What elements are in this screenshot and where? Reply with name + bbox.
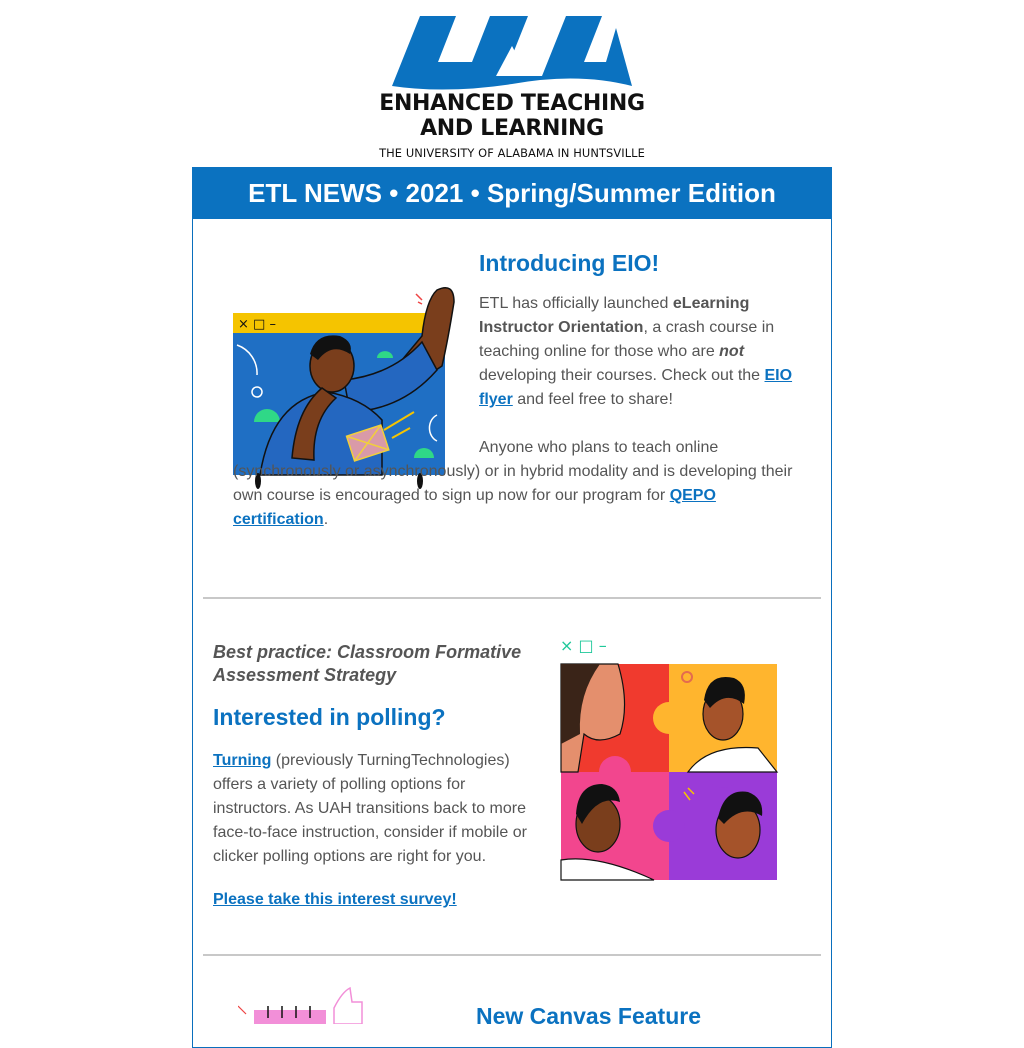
eio-paragraph-2	[233, 436, 803, 532]
eio-p1-text-a: ETL has officially launched	[479, 295, 673, 312]
eio-p1-bold: eLearning Instructor Orientation	[479, 295, 750, 336]
eio-p1-text-c: developing their courses. Check out the	[479, 367, 765, 384]
turning-link[interactable]: Turning	[213, 752, 272, 769]
etl-logo	[0, 0, 1024, 165]
svg-text:× □ –: × □ –	[238, 317, 276, 332]
eio-p1-emphasis: not	[719, 343, 745, 360]
canvas-feature-illustration-icon	[238, 986, 368, 1024]
logo-line-2: AND LEARNING	[420, 116, 604, 141]
eio-p1-text-b: , a crash course in teaching online for those who are	[479, 319, 775, 360]
uah-logo-icon	[392, 14, 632, 90]
eio-paragraph-1	[479, 292, 799, 412]
polling-title: Interested in polling?	[213, 704, 446, 730]
qepo-certification-link[interactable]: QEPO certification	[233, 487, 716, 528]
section-divider-2	[203, 954, 821, 956]
newsletter-banner: ETL NEWS • 2021 • Spring/Summer Edition	[192, 167, 832, 219]
eio-flyer-link[interactable]: EIO flyer	[479, 367, 793, 408]
eio-title: Introducing EIO!	[479, 250, 660, 276]
eio-p1-text-d: and feel free to share!	[512, 391, 673, 408]
logo-line-1: ENHANCED TEACHING	[379, 91, 645, 116]
puzzle-faces-illustration-icon	[558, 634, 780, 884]
polling-paragraph	[213, 749, 543, 869]
canvas-feature-title: New Canvas Feature	[476, 1003, 701, 1029]
eio-p2-text-b: .	[323, 511, 329, 528]
eio-p2-text-a: Anyone who plans to teach online (synchronously or asynchronously) or in hybrid modality and is developing their own course is encouraged to sign up now for our program for	[233, 439, 793, 504]
interest-survey-link[interactable]: Please take this interest survey!	[213, 891, 457, 908]
logo-line-3: THE UNIVERSITY OF ALABAMA IN HUNTSVILLE	[379, 146, 645, 160]
polling-paragraph-text: (previously TurningTechnologies) offers a variety of polling options for instructors. As UAH transitions back to more face-to-face instruction, consider if mobile or clicker polling options are right for you.	[213, 752, 527, 865]
polling-kicker: Best practice: Classroom Formative Assessment Strategy	[213, 642, 522, 685]
svg-text:× □ –: × □ –	[560, 636, 607, 655]
section-divider-1	[203, 597, 821, 599]
